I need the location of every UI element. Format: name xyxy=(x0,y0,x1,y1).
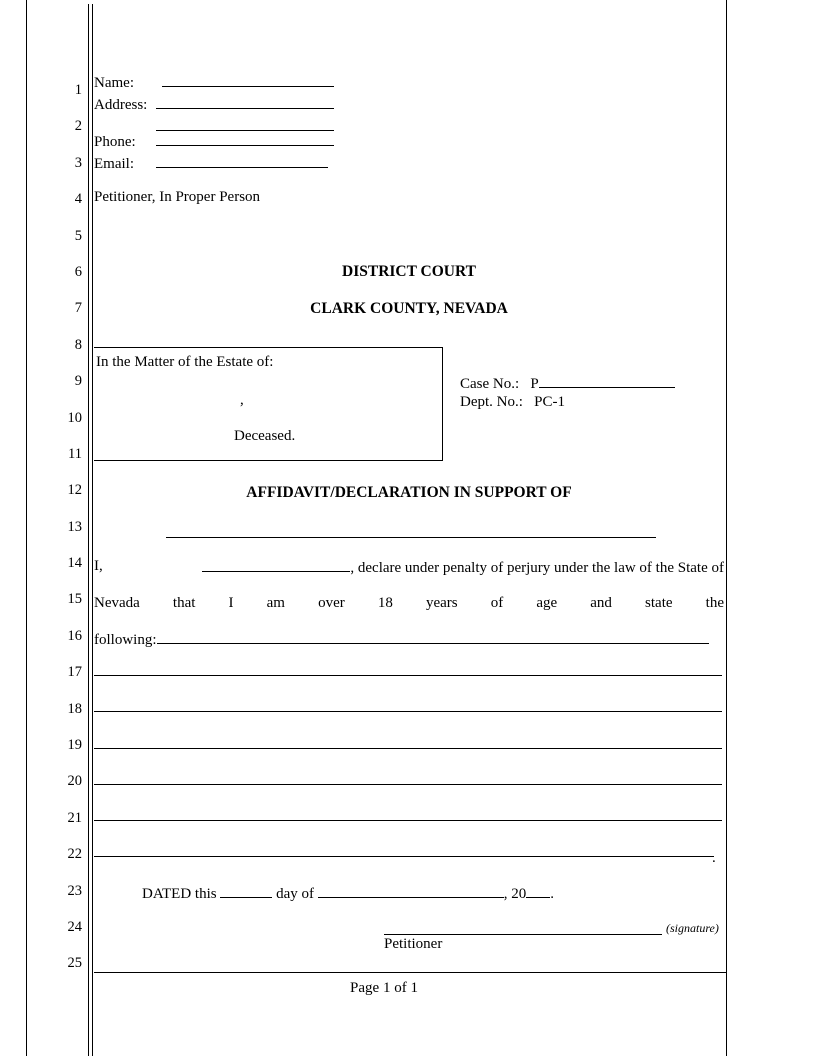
declarant-name-input[interactable] xyxy=(202,558,350,572)
address-input-2[interactable] xyxy=(156,116,334,131)
declaration-line-1-rest: , declare under penalty of perjury under the law of the State of xyxy=(350,560,724,576)
line-number: 23 xyxy=(67,882,82,899)
email-label: Email: xyxy=(94,156,134,172)
line-number: 9 xyxy=(74,373,82,390)
document-content xyxy=(94,72,724,996)
email-row xyxy=(94,153,724,175)
email-input[interactable] xyxy=(156,153,328,168)
footer-divider xyxy=(94,972,726,973)
line-number: 19 xyxy=(67,737,82,754)
line-number: 12 xyxy=(67,482,82,499)
decedent-name-comma: , xyxy=(240,392,244,408)
statement-input-line-6[interactable] xyxy=(94,820,722,821)
party-info-block xyxy=(94,72,724,175)
dept-number-label: Dept. No.: xyxy=(460,394,523,410)
declaration-word: I xyxy=(228,595,234,611)
declaration-word: 18 xyxy=(377,595,393,611)
phone-row xyxy=(94,131,724,153)
statement-input-line-4[interactable] xyxy=(94,748,722,749)
line-number: 10 xyxy=(67,409,82,426)
page-footer: Page 1 of 1 xyxy=(350,980,418,996)
address-label: Address: xyxy=(94,97,148,113)
deceased-label: Deceased. xyxy=(234,428,296,444)
line-number: 11 xyxy=(68,445,82,462)
line-number: 21 xyxy=(67,809,82,826)
declaration-i: I, xyxy=(94,558,103,574)
declaration-word: and xyxy=(590,595,612,611)
statement-input-line-5[interactable] xyxy=(94,784,722,785)
signature-input[interactable] xyxy=(384,934,662,935)
line-number: 17 xyxy=(67,664,82,681)
dated-year-prefix: , 20 xyxy=(503,886,527,902)
address-input[interactable] xyxy=(156,94,334,109)
declaration-word: Nevada xyxy=(94,595,140,611)
line-number: 18 xyxy=(67,700,82,717)
line-number: 6 xyxy=(74,263,82,280)
declaration-line-3 xyxy=(94,630,709,649)
line-number: 13 xyxy=(67,518,82,535)
line-number: 4 xyxy=(74,191,82,208)
document-title-blank-input[interactable] xyxy=(166,537,656,538)
case-number-input[interactable] xyxy=(539,374,675,388)
dated-year-input[interactable] xyxy=(526,884,550,898)
dated-line xyxy=(142,884,554,903)
estate-label: In the Matter of the Estate of: xyxy=(96,354,274,370)
case-number-prefix: P xyxy=(530,376,539,392)
margin-rule-inner-b xyxy=(92,0,93,1056)
line-number: 3 xyxy=(74,154,82,171)
name-row xyxy=(94,72,724,94)
declaration-line-1 xyxy=(94,558,724,577)
line-number: 22 xyxy=(67,846,82,863)
declaration-word: of xyxy=(490,595,504,611)
dated-suffix: . xyxy=(550,886,554,902)
statement-end-period: . xyxy=(712,850,716,866)
address-row xyxy=(94,94,724,116)
line-number: 16 xyxy=(67,627,82,644)
line-number: 24 xyxy=(67,918,82,935)
signature-caption: (signature) xyxy=(666,921,719,935)
signer-role: Petitioner xyxy=(384,936,443,952)
declaration-word: state xyxy=(645,595,673,611)
court-county: CLARK COUNTY, NEVADA xyxy=(310,300,508,317)
line-number-column xyxy=(40,72,82,982)
statement-input-line-1[interactable] xyxy=(157,630,709,644)
statement-input-line-3[interactable] xyxy=(94,711,722,712)
line-number: 14 xyxy=(67,555,82,572)
petitioner-designation: Petitioner, In Proper Person xyxy=(94,189,261,205)
line-number: 5 xyxy=(74,227,82,244)
phone-input[interactable] xyxy=(156,131,334,146)
declaration-word: over xyxy=(318,595,345,611)
line-number: 15 xyxy=(67,591,82,608)
dated-day-input[interactable] xyxy=(220,884,272,898)
name-label: Name: xyxy=(94,75,134,91)
line-number: 2 xyxy=(74,118,82,135)
court-name: DISTRICT COURT xyxy=(342,263,476,280)
statement-input-line-7[interactable] xyxy=(94,856,714,857)
line-number: 20 xyxy=(67,773,82,790)
margin-rule-right xyxy=(726,0,727,1056)
line-number: 8 xyxy=(74,336,82,353)
dated-prefix: DATED this xyxy=(142,886,217,902)
declaration-word: the xyxy=(705,595,724,611)
address-row-2 xyxy=(94,116,724,131)
line-number: 1 xyxy=(74,82,82,98)
line-number: 25 xyxy=(67,955,82,972)
dated-month-input[interactable] xyxy=(318,884,504,898)
name-input[interactable] xyxy=(162,72,334,87)
declaration-word: that xyxy=(172,595,196,611)
dept-number-row xyxy=(460,394,565,411)
document-title: AFFIDAVIT/DECLARATION IN SUPPORT OF xyxy=(246,484,572,501)
case-number-label: Case No.: xyxy=(460,376,520,392)
margin-rule-outer xyxy=(26,0,27,1056)
dated-mid: day of xyxy=(276,886,314,902)
declaration-line-2 xyxy=(94,595,724,612)
declaration-word: am xyxy=(266,595,285,611)
case-number-row xyxy=(460,374,675,393)
margin-rule-inner-a xyxy=(88,0,89,1056)
phone-label: Phone: xyxy=(94,134,136,150)
margin-rule-top-gap xyxy=(88,0,93,4)
declaration-word: years xyxy=(425,595,458,611)
statement-input-line-2[interactable] xyxy=(94,675,722,676)
dept-number-value: PC-1 xyxy=(534,394,566,410)
following-label: following: xyxy=(94,632,157,648)
line-number: 7 xyxy=(74,300,82,317)
declaration-word: age xyxy=(536,595,558,611)
